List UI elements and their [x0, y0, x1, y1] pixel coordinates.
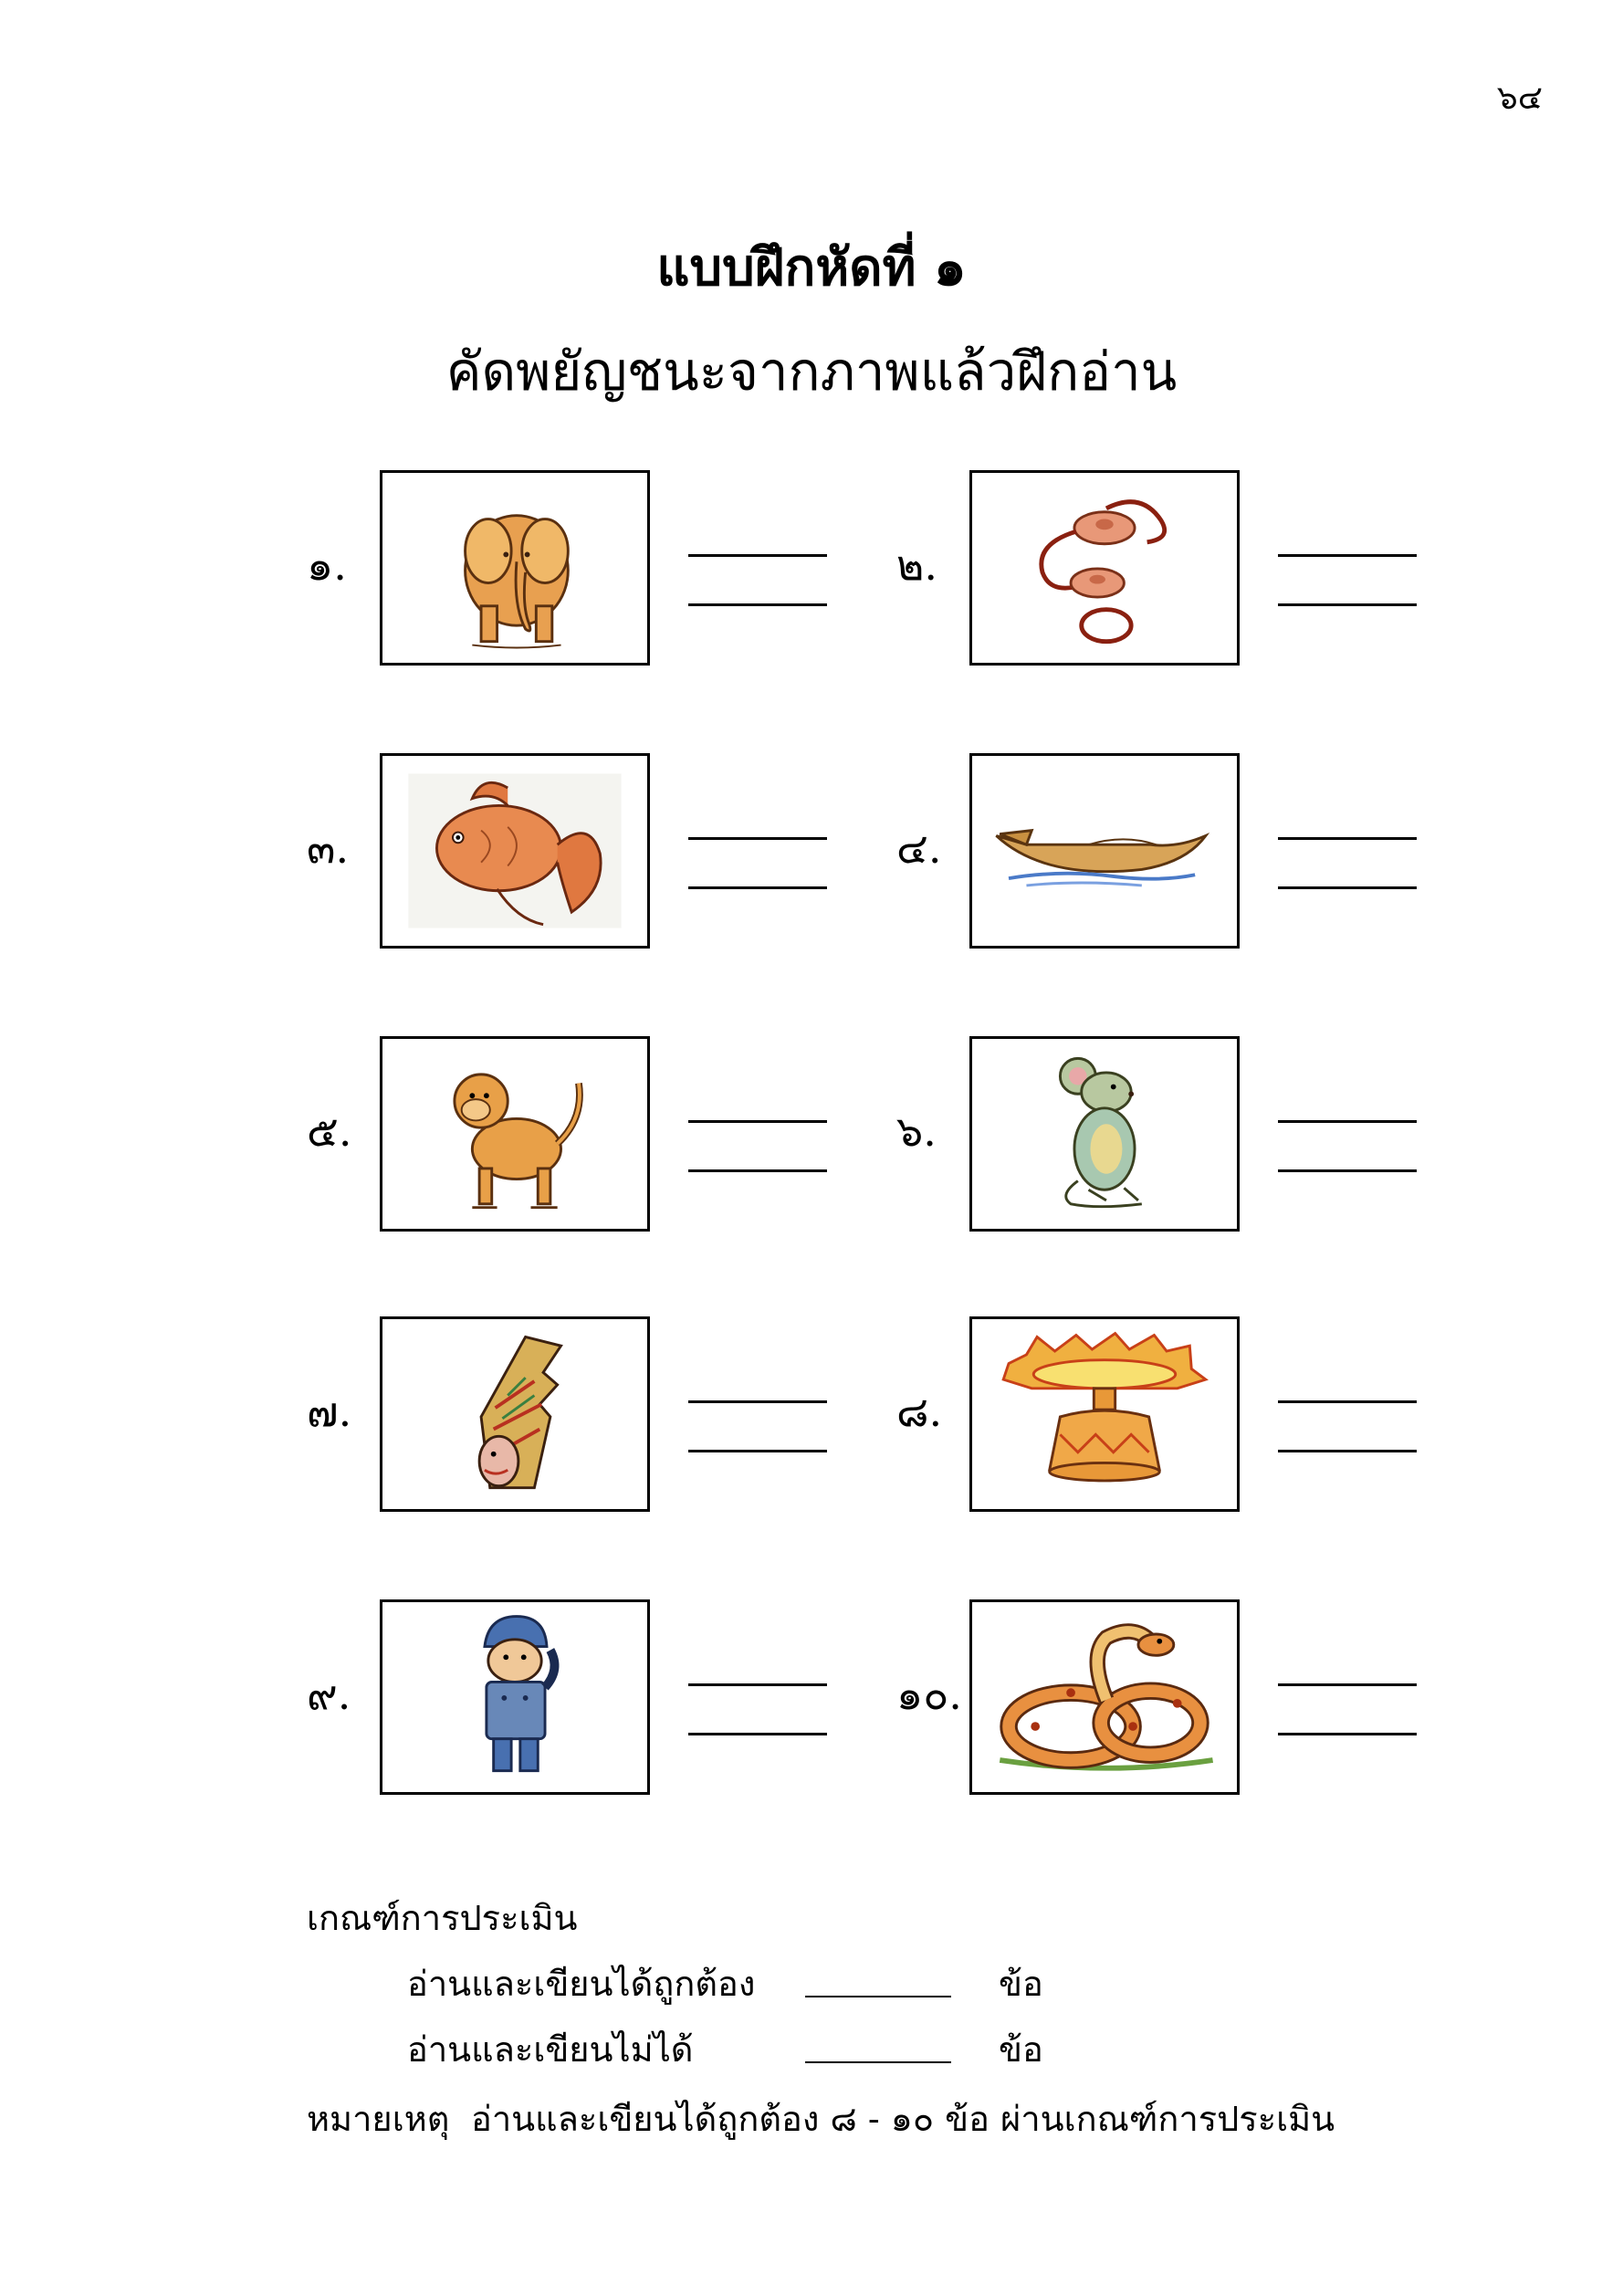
exercise-item [896, 1599, 1623, 1800]
answer-line[interactable] [688, 1733, 827, 1735]
answer-line[interactable] [1278, 1400, 1417, 1403]
mouse-icon [972, 1039, 1237, 1229]
answer-line[interactable] [1278, 886, 1417, 889]
answer-line[interactable] [1278, 1450, 1417, 1452]
exercise-number: ๑๐. [896, 1670, 962, 1719]
evaluation-unit: ข้อ [999, 1964, 1043, 2004]
answer-line[interactable] [1278, 1169, 1417, 1172]
exercise-item [896, 1036, 1623, 1237]
monkey-icon [382, 1039, 647, 1229]
worksheet-title: แบบฝึกหัดที่ ๑ [656, 237, 967, 298]
demon-mask-icon [382, 1319, 647, 1509]
picture-frame [969, 1316, 1240, 1512]
evaluation-row-correct [407, 1955, 1320, 2010]
evaluation-label: อ่านและเขียนได้ถูกต้อง [407, 1964, 756, 2004]
answer-line[interactable] [1278, 1733, 1417, 1735]
evaluation-heading: เกณฑ์การประเมิน [307, 1898, 578, 1938]
picture-frame [380, 1036, 650, 1232]
answer-line[interactable] [688, 603, 827, 606]
picture-frame [969, 470, 1240, 666]
picture-frame [380, 1316, 650, 1512]
exercise-item [896, 753, 1623, 954]
answer-line[interactable] [688, 1120, 827, 1123]
answer-line[interactable] [688, 1400, 827, 1403]
answer-line[interactable] [688, 554, 827, 557]
answer-line[interactable] [1278, 554, 1417, 557]
picture-frame [969, 1036, 1240, 1232]
answer-line[interactable] [1278, 603, 1417, 606]
evaluation-label: อ่านและเขียนไม่ได้ [407, 2029, 694, 2070]
exercise-number: ๗. [307, 1387, 352, 1436]
exercise-number: ๖. [896, 1106, 937, 1156]
exercise-item [896, 1316, 1623, 1517]
picture-frame [380, 470, 650, 666]
elephant-icon [382, 473, 647, 663]
picture-frame [969, 1599, 1240, 1795]
boat-icon [972, 756, 1237, 946]
evaluation-unit: ข้อ [999, 2029, 1043, 2070]
ceremonial-tray-icon [972, 1319, 1237, 1509]
answer-line[interactable] [688, 886, 827, 889]
exercise-item [896, 470, 1623, 671]
exercise-number: ๘. [896, 1387, 943, 1436]
answer-line[interactable] [688, 837, 827, 840]
exercise-number: ๒. [896, 540, 937, 590]
snake-icon [972, 1602, 1237, 1792]
picture-frame [380, 1599, 650, 1795]
exercise-number: ๑. [307, 540, 347, 590]
soldier-icon [382, 1602, 647, 1792]
score-blank[interactable] [805, 1996, 951, 1997]
exercise-number: ๔. [896, 823, 942, 873]
answer-line[interactable] [1278, 1120, 1417, 1123]
exercise-number: ๕. [307, 1106, 352, 1156]
answer-line[interactable] [688, 1683, 827, 1686]
answer-line[interactable] [688, 1169, 827, 1172]
answer-line[interactable] [1278, 837, 1417, 840]
exercise-number: ๓. [307, 823, 350, 873]
score-blank[interactable] [805, 2061, 951, 2063]
worksheet-subtitle: คัดพยัญชนะจากภาพแล้วฝึกอ่าน [445, 341, 1178, 403]
note-text: อ่านและเขียนได้ถูกต้อง ๘ - ๑๐ ข้อ ผ่านเกณฑ์การประเมิน [471, 2099, 1335, 2139]
answer-line[interactable] [1278, 1683, 1417, 1686]
evaluation-row-incorrect [407, 2021, 1320, 2076]
picture-frame [969, 753, 1240, 949]
answer-line[interactable] [688, 1450, 827, 1452]
evaluation-note [307, 2091, 1335, 2146]
picture-frame [380, 753, 650, 949]
note-label: หมายเหตุ [307, 2099, 450, 2139]
page-number: ๖๔ [1496, 79, 1543, 117]
fish-icon [382, 756, 647, 946]
cymbals-icon [972, 473, 1237, 663]
exercise-number: ๙. [307, 1670, 351, 1719]
